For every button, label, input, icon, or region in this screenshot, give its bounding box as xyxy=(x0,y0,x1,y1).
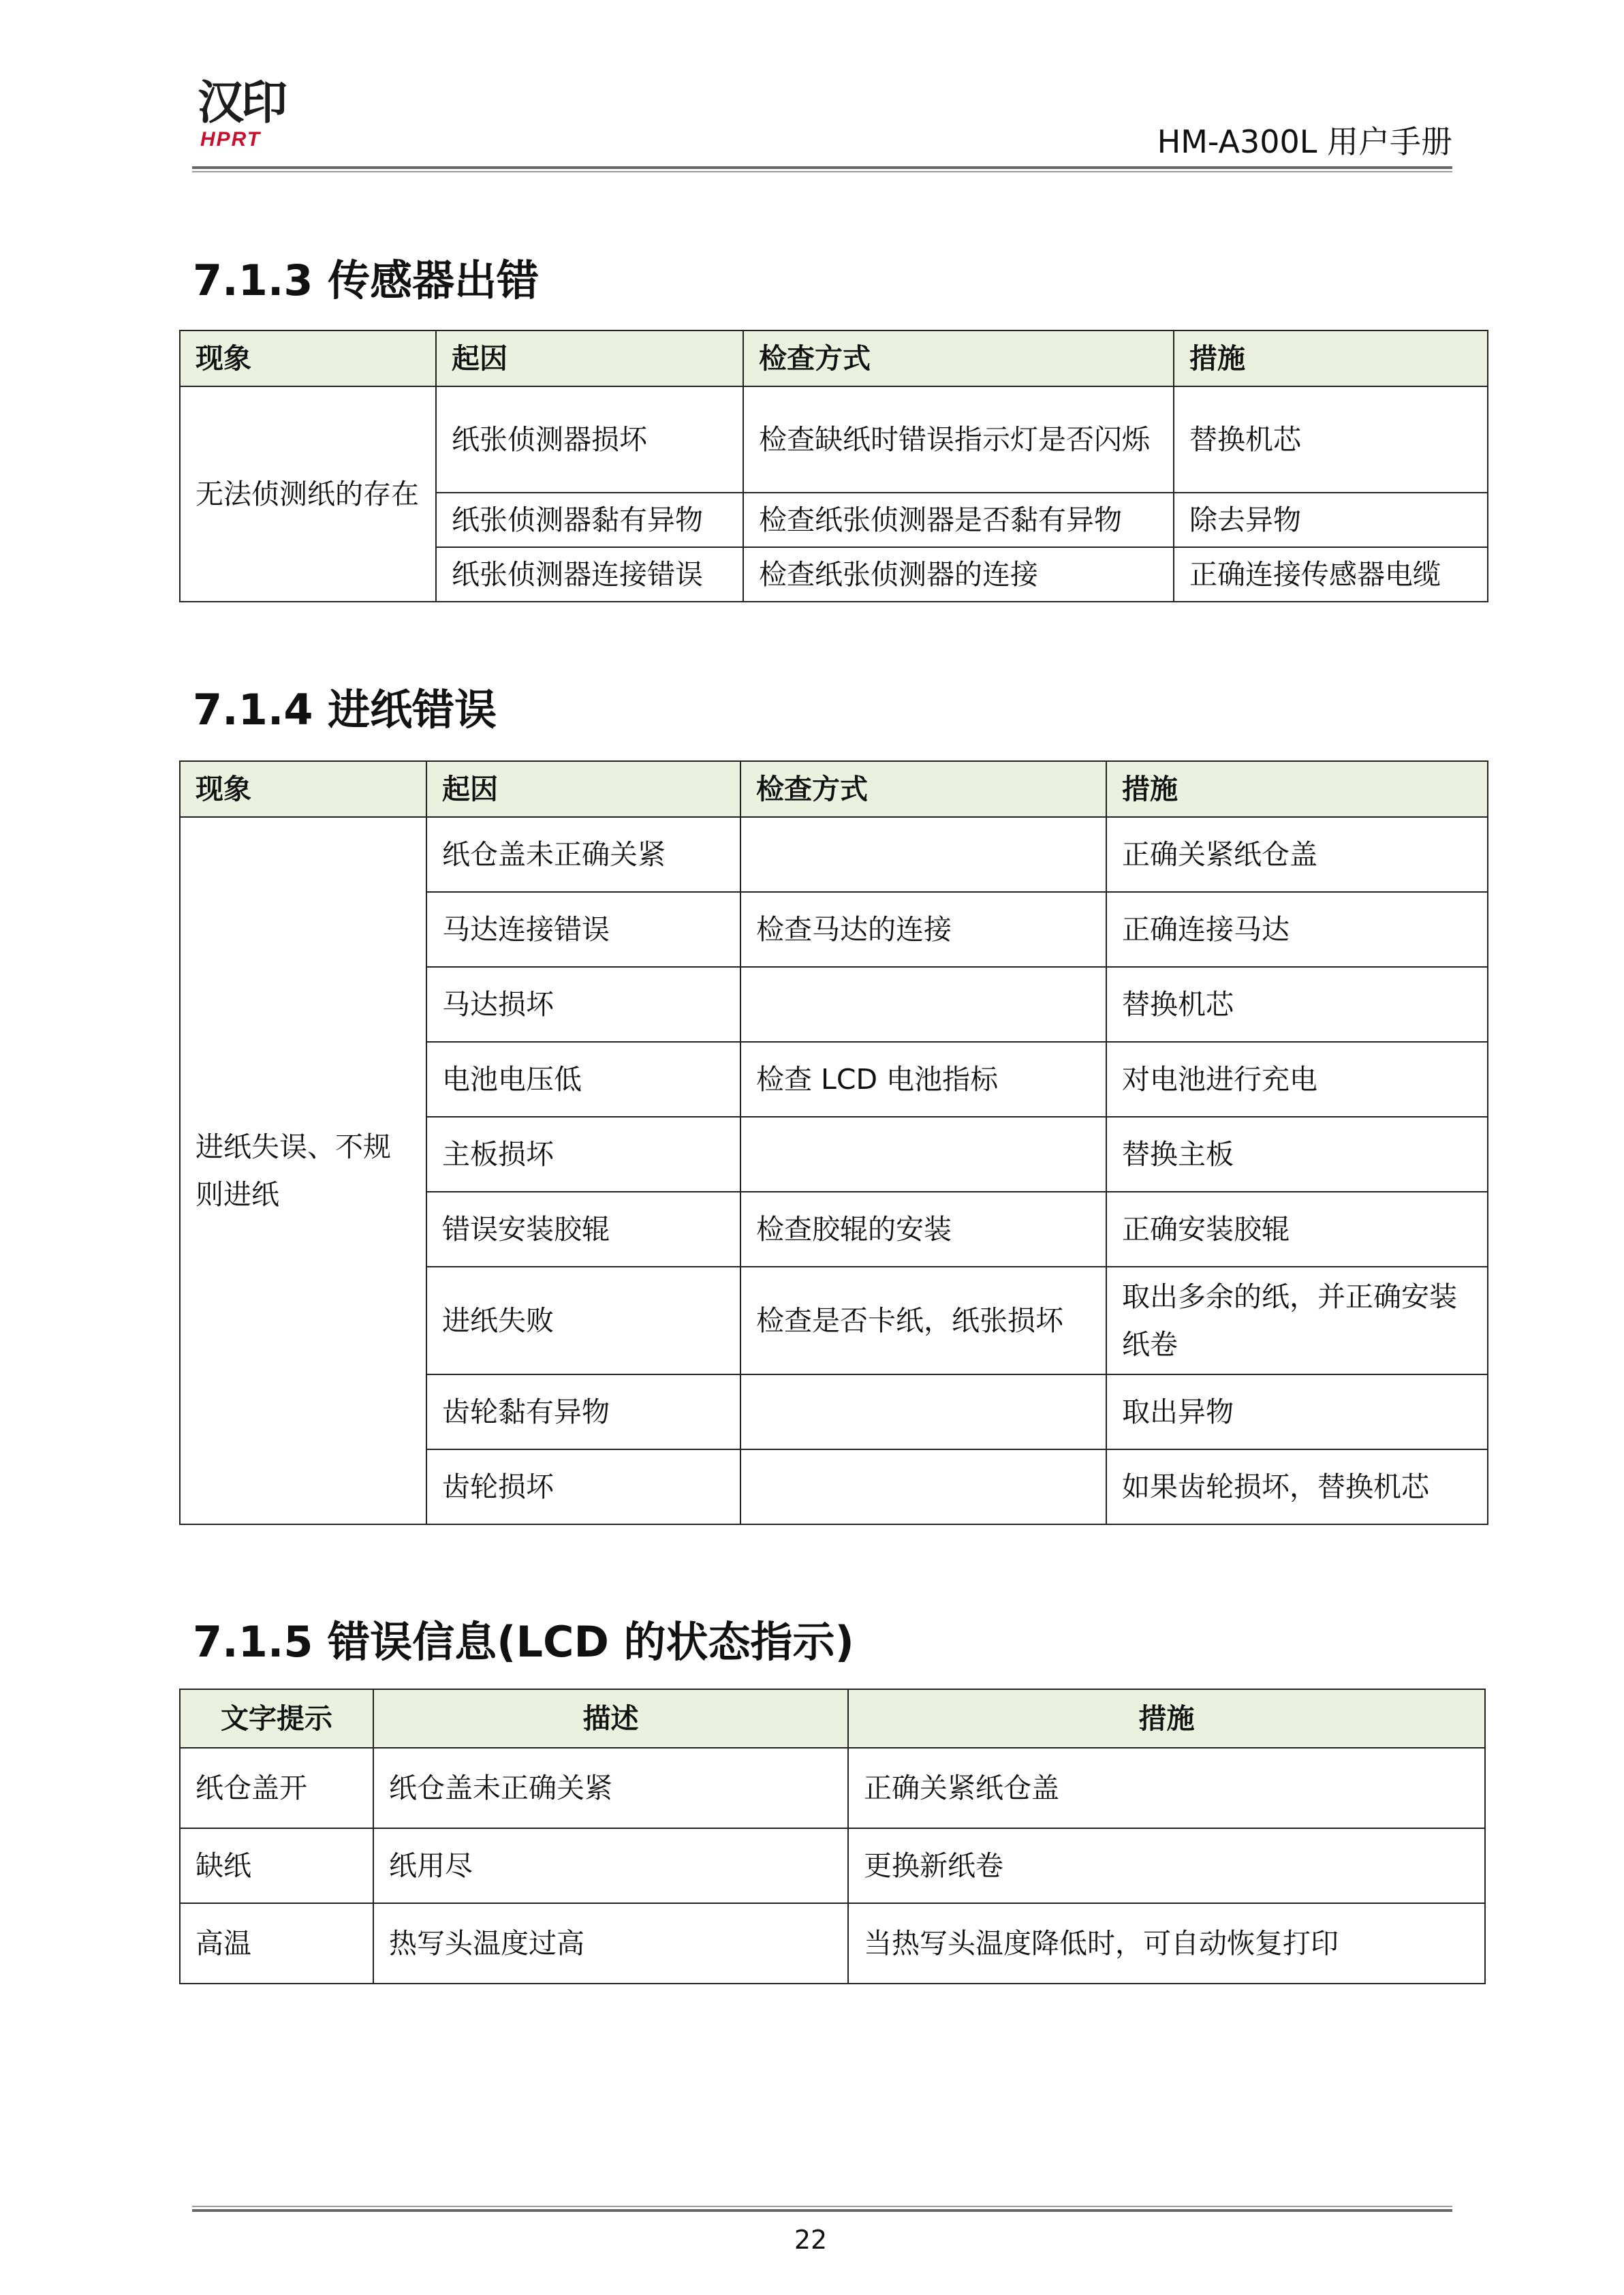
column-header: 检查方式 xyxy=(743,330,1174,386)
action-cell: 取出异物 xyxy=(1106,1374,1488,1449)
lcd-text-cell: 纸仓盖开 xyxy=(180,1748,373,1828)
lcd-text-cell: 高温 xyxy=(180,1903,373,1984)
description-cell: 热写头温度过高 xyxy=(373,1903,848,1984)
column-header: 措施 xyxy=(1106,761,1488,817)
check-cell: 检查纸张侦测器是否黏有异物 xyxy=(743,493,1174,547)
cause-cell: 齿轮损坏 xyxy=(426,1449,740,1524)
action-cell: 替换机芯 xyxy=(1106,967,1488,1042)
cause-cell: 纸张侦测器连接错误 xyxy=(436,547,743,602)
logo-chinese-text: 汉印 xyxy=(198,76,285,130)
cause-cell: 纸仓盖未正确关紧 xyxy=(426,817,740,892)
check-cell: 检查 LCD 电池指标 xyxy=(740,1042,1106,1117)
column-header: 描述 xyxy=(373,1689,848,1748)
cause-cell: 齿轮黏有异物 xyxy=(426,1374,740,1449)
section-title-lcd-messages: 7.1.5 错误信息(LCD 的状态指示) xyxy=(193,1617,854,1667)
cause-cell: 电池电压低 xyxy=(426,1042,740,1117)
action-cell: 当热写头温度降低时，可自动恢复打印 xyxy=(848,1903,1485,1984)
footer-rule xyxy=(192,2209,1452,2212)
lcd-messages-table xyxy=(179,1689,1486,1984)
check-cell: 检查是否卡纸，纸张损坏 xyxy=(740,1267,1106,1374)
check-cell: 检查缺纸时错误指示灯是否闪烁 xyxy=(743,386,1174,493)
phenomenon-cell: 无法侦测纸的存在 xyxy=(180,386,436,602)
section-title-feed-error: 7.1.4 进纸错误 xyxy=(193,685,497,735)
action-cell: 如果齿轮损坏，替换机芯 xyxy=(1106,1449,1488,1524)
document-title: HM-A300L 用户手册 xyxy=(1157,123,1452,160)
description-cell: 纸用尽 xyxy=(373,1828,848,1903)
action-cell: 替换机芯 xyxy=(1174,386,1488,493)
check-cell xyxy=(740,967,1106,1042)
feed-error-table xyxy=(179,760,1488,1525)
header-rule xyxy=(192,166,1452,169)
cause-cell: 纸张侦测器损坏 xyxy=(436,386,743,493)
column-header: 文字提示 xyxy=(180,1689,373,1748)
check-cell xyxy=(740,817,1106,892)
column-header: 检查方式 xyxy=(740,761,1106,817)
action-cell: 对电池进行充电 xyxy=(1106,1042,1488,1117)
action-cell: 更换新纸卷 xyxy=(848,1828,1485,1903)
cause-cell: 错误安装胶辊 xyxy=(426,1192,740,1267)
check-cell xyxy=(740,1449,1106,1524)
check-cell: 检查马达的连接 xyxy=(740,892,1106,967)
action-cell: 正确连接马达 xyxy=(1106,892,1488,967)
section-title-sensor-error: 7.1.3 传感器出错 xyxy=(193,256,540,305)
action-cell: 正确连接传感器电缆 xyxy=(1174,547,1488,602)
lcd-text-cell: 缺纸 xyxy=(180,1828,373,1903)
cause-cell: 纸张侦测器黏有异物 xyxy=(436,493,743,547)
column-header: 起因 xyxy=(426,761,740,817)
phenomenon-cell: 进纸失误、不规则进纸 xyxy=(180,817,426,1524)
action-cell: 替换主板 xyxy=(1106,1117,1488,1192)
column-header: 起因 xyxy=(436,330,743,386)
action-cell: 正确关紧纸仓盖 xyxy=(1106,817,1488,892)
header-rule-thin xyxy=(192,171,1452,172)
check-cell xyxy=(740,1374,1106,1449)
action-cell: 取出多余的纸，并正确安装纸卷 xyxy=(1106,1267,1488,1374)
cause-cell: 进纸失败 xyxy=(426,1267,740,1374)
logo-brand-text: HPRT xyxy=(200,128,262,151)
column-header: 现象 xyxy=(180,330,436,386)
action-cell: 除去异物 xyxy=(1174,493,1488,547)
sensor-error-table xyxy=(179,330,1488,602)
column-header: 措施 xyxy=(1174,330,1488,386)
check-cell: 检查纸张侦测器的连接 xyxy=(743,547,1174,602)
action-cell: 正确关紧纸仓盖 xyxy=(848,1748,1485,1828)
page-number: 22 xyxy=(794,2225,828,2255)
cause-cell: 主板损坏 xyxy=(426,1117,740,1192)
action-cell: 正确安装胶辊 xyxy=(1106,1192,1488,1267)
cause-cell: 马达连接错误 xyxy=(426,892,740,967)
cause-cell: 马达损坏 xyxy=(426,967,740,1042)
footer-rule-thin xyxy=(192,2206,1452,2207)
column-header: 措施 xyxy=(848,1689,1485,1748)
check-cell: 检查胶辊的安装 xyxy=(740,1192,1106,1267)
check-cell xyxy=(740,1117,1106,1192)
description-cell: 纸仓盖未正确关紧 xyxy=(373,1748,848,1828)
column-header: 现象 xyxy=(180,761,426,817)
